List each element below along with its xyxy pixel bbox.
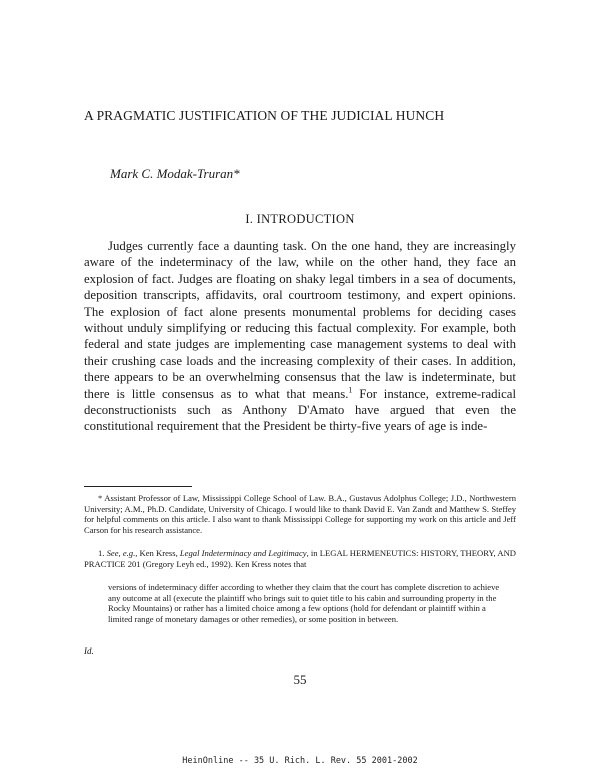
- section-heading: [0, 212, 600, 227]
- footnote-1-work: Legal Indeterminacy and Legitimacy: [179, 548, 307, 558]
- footnote-1: [84, 548, 516, 569]
- footnote-1-signal: See, e.g.,: [106, 548, 138, 558]
- footnote-reference[interactable]: 1: [348, 385, 353, 395]
- footnote-block-quote: versions of indeterminacy differ according to whether they claim that the court has complete discretion to achieve any outcome at all (execute the plaintiff who brings suit to quiet title to his cabin and surrounding property in the Rocky Mountains) or rather has a limited choice among a few options (hold for defendant or plaintiff within a limited range of monetary damages or other remedies), or some position in between.: [108, 582, 500, 624]
- page-number: 55: [293, 672, 307, 687]
- body-paragraph: [84, 238, 516, 435]
- footnote-id: Id.: [84, 646, 94, 656]
- article-author: Mark C. Modak-Truran*: [110, 166, 240, 181]
- body-text-part1: Judges currently face a daunting task. On the one hand, they are increasingly aware of the indeterminacy of the law, while on the other hand, they face an explosion of fact. Judges are floating on shaky legal timbers in a sea of documents, deposition transcripts, affidavits, oral courtroom testimony, and expert opinions. The explosion of fact alone presents monumental problems for deciding cases without unduly simplifying or reducing this factual complexity. For example, both federal and state judges are implementing case management systems to deal with their crushing case loads and the increasing complexity of their cases. In addition, there appears to be an overwhelming consensus that the law is indeterminate, but there is little consensus as to what that means.: [84, 239, 516, 401]
- footnote-1-rest: 201 (Gregory Leyh ed., 1992). Ken Kress notes that: [125, 558, 307, 569]
- footnote-1-author: Ken Kress,: [137, 548, 180, 558]
- footnote-1-number: 1.: [98, 548, 105, 558]
- section-heading-text: I. INTRODUCTION: [245, 212, 355, 226]
- footnote-1-book: LEGAL HERMENEUTICS: HISTORY, THEORY, AND PRACTICE: [84, 548, 516, 569]
- footnote-author: * Assistant Professor of Law, Mississippi College School of Law. B.A., Gustavus Adolphus College; J.D., Northwestern University; A.M., Ph.D. Candidate, University of Chicago. I would like to thank David E. Van Zandt and Matthew S. Steffey for helpful comments on this article. I also want to thank Mississippi College for supporting my work on this article and Jeff Carson for his research assistance.: [84, 493, 516, 535]
- source-footer: HeinOnline -- 35 U. Rich. L. Rev. 55 2001-2002: [182, 756, 418, 766]
- body-text-part2: For instance, extreme-radical deconstructionists such as Anthony D'Amato have argued that even the constitutional requirement that the President be thirty-five years of age is inde-: [84, 386, 516, 434]
- footnote-divider: [84, 486, 192, 487]
- footnote-1-in: , in: [306, 548, 320, 558]
- article-title: A PRAGMATIC JUSTIFICATION OF THE JUDICIAL HUNCH: [84, 108, 445, 123]
